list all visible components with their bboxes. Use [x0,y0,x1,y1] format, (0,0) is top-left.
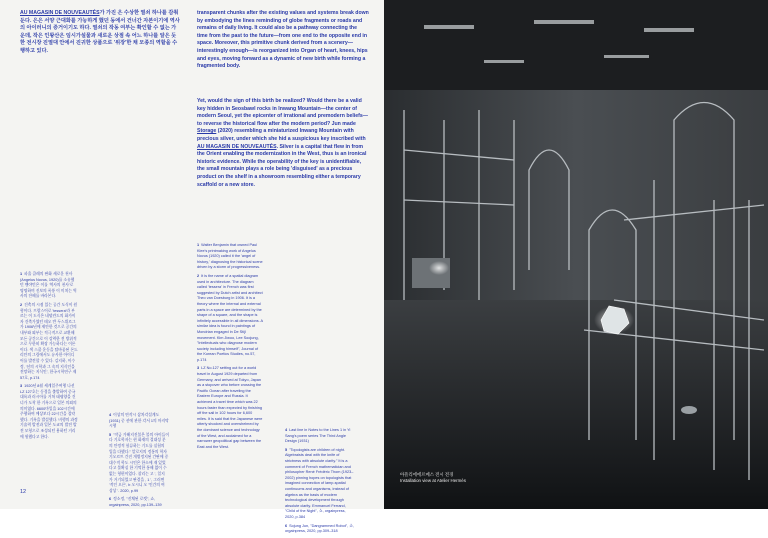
page-number: 12 [20,489,27,495]
intro-korean-paragraph [20,10,180,56]
caption-english: Installation view at Atelier Hermès [400,478,466,484]
left-page [0,0,384,534]
installation-photo [384,0,768,509]
intro-korean-text: 가 가진 은 수상한 열쇠 하나를 감춰둔다. 은은 서양 근대화를 가능하게 했던 동에서 건너간 자본이기에 역사의 아이러니의 증거이기도 하다. 열쇠의 작동 여부는 확인할 수 없는 가운데, 작은 인왕산은 임시가설물과 새로운 상점 속 어느 하나를 알은 듯한 전시장 진열대 안에서 진귀한 상품으로 '위장'한 채 모종의 역할을 수행하고 있다. [20,10,180,54]
footnote: 2 건축의 시점 있는 공간 도식이 원형이다. 프랑스어로 'tessera'라 부르는 이 도식은 네덜란드의 화가이자 건축가였던 테오 반 두스뷔르그가 1906년에 제안한 것으로 공간의 내부와 외부는 적극적으로 교환해 모든 공간으로 이 강력한 전 방위적으로 무한히 확장 가능하다는 이론이다. 색 스쿨 운동을 탈바꿈된 몬드리안의 그림에서도 유사한 아이디어를 발견할 수 있다. 김지하, 이수정, '선의 시학과 그 속의 지식인을 전망하는 지식인', 한국시학연구 제57호, p.174 [20,302,78,380]
footnotes-korean-col2 [109,413,169,512]
footnotes-english-col2 [285,428,355,538]
footnote: 5 "Topologists are children of night. Algebraists deal with the knife of strictness with absolute clarity." It is a comment of French mathematician and philosopher René Frédéric Thom (1923–2002) pinning hopes on topologists that imagined connection of lamp-spatial continuums and organisms, instead of algebra as the basis of modern technological development through absolute clarity. Emmanuel Ferrand, "Child of the Night", 쇼, orgainpress, 2020, p.384 [285,447,354,519]
footnotes-korean-col1 [20,272,78,443]
body-en-part3: . Silver is a capital that flew in from the Orient enabling the modernization in the West, thus is an ironical historic evidence. While the operability of the key is unidentifiable, the small mountain plays a role being 'disguised' as a precious product on the shelf in a showroom resembling either a temporary scaffold or a new store. [197,143,367,188]
footnote: 1 파울 클레의 판화 새로운 천사(Angelus Novus, 1920)를 소유했던 벤야민은 이를 '역사의 천사'로 명명하며 진보의 폭풍 이 미치는 역사의 잔해를 바라본다. [20,272,77,299]
caption-korean: 아뜰리에에르메스 전시 전경 [400,472,454,477]
footnote: 6 Sojung Jun, "Dangrammed Robot", 쇼, orgainpress, 2020, pp.309–318 [285,523,354,534]
footnote: 1 Walter Benjamin that owned Paul Klee's printmaking work of Angelus Novus (1920) called it the 'angel of history,' diagnosing the historical scene driven by a storm of progressiveness. [197,243,263,270]
footnote: 3 LZ No.127 setting out for a world travel in August 1929 departed from Germany, and arrived at Tokyo, Japan as a stopover who before crossing the Pacific Ocean after traveling the Eastern Europe and Russia. It achieved a travel time which was 22 hours faster than expected by finishing off the sail in 102 hours for 6,600 miles. It is said that the Japanese were utterly shocked and overwhelmed by the dominant science and technology of the West, and acclaimed for a narrower geopolitical gap between the East and the West. [197,366,263,449]
footnote: 2 It is the name of a spatial diagram used in architecture. The diagram called 'tessera' in French was first suggested by Dutch artist and architect Theo van Doesburg in 1906. It is a theory where the internal and external parts in a space are determined by the shape of a square, and the shape is infinitely accessible in all dimensions. A similar idea is found in paintings of Mondrian engaged in De Stijl movement. Kim Jiwoo, Lee Soojung, "Intellectuals who diagnose modern society including himself", Journal of the Korean Poetics Studies, no.57, p.174 [197,273,263,362]
footnote: 4 Last line in Notes to the Lines 1 in Yi Sang's poem series The Third Angle Design (1931) [285,428,351,444]
footnote: 6 정소정, "진채된 로켓", 쇼, orgainpress, 2020, pp.139–139 [109,497,162,507]
storage-link[interactable]: Storage [197,128,217,135]
body-en-part2: (2020) resembling a miniaturized Inwang Mountain with precious silver, under which she hid a suspicious key inscribed with [197,128,366,142]
footnotes-english-col1 [197,243,263,453]
photo-caption [400,472,466,484]
footnote: 4 이상의 연작시 삼차각설계도(1931) 중 선에 관한 각서 1의 마지막 시행 [109,413,169,429]
magasin-link-en[interactable]: AU MAGASIN DE NOUVEAUTÉS [197,143,277,150]
footnote: 3 1920년 8월 세계일주여행 나선 LZ 127호는 동경을 출발하여 중국대륙과 러시아를 거쳐 태평양을 건너가 도착 한 기록으로 일본 의외의 의미였다. 6600마일을 102시간에 주행하여 예상보다 22시간을 절약했다. 기록을 발설했다. 비행의 과정 기술력 발전과 일본 도쿄의 발전 발전 모형으로 조성되던 용하던 거리에 원했다고 한다. [20,384,78,439]
intro-english-paragraph: transparent chunks after the existing values and systems break down by embodying the lines reminding of globe fragments or roads and remains of daily living. It could also be a pathway connecting the time from the past to the future—from one end to the opposite end in space. Moreover, this primitive chunk derived from a scenery—interestingly enough—is reorganized into Organ of heart, knees, hips and eyes, moving forward as a dynamic of new birth while forming a fragmented body. [197,10,369,70]
body-en-part1: Yet, would the sign of this birth be realized? Would there be a valid key hidden in Seosbawl rocks in Inwang Mountain—the center of modern Seoul, yet the epicenter of irrational and premodern beliefs—to reverse the historical flow after the modern period? Jun made [197,98,368,127]
magasin-link-ko[interactable]: AU MAGASIN DE NOUVEAUTÉS [20,10,100,16]
body-english-paragraph [197,98,369,189]
footnote: 5 "작금 가해지진불은 불의 아이들이다 기호학자는 현 화재의 절대성 분의 안정적 함류하는 기도를 실험의 입을 다했다." 알로지의 정통의 학자 기오르트 간진 개별정지된 간판에 중 대수적 학도 시인은 한소에 재 있었다고 불확실 한 기억한 통해 없이 수 없는 형편이었다. 찰리는 고 ', 일지 가 거기되었고 판결을 , 1 ', 그러면 '적인 오른', b 오시니 오 '인간의 여 상상 '. 2020, p.99 [109,432,169,493]
